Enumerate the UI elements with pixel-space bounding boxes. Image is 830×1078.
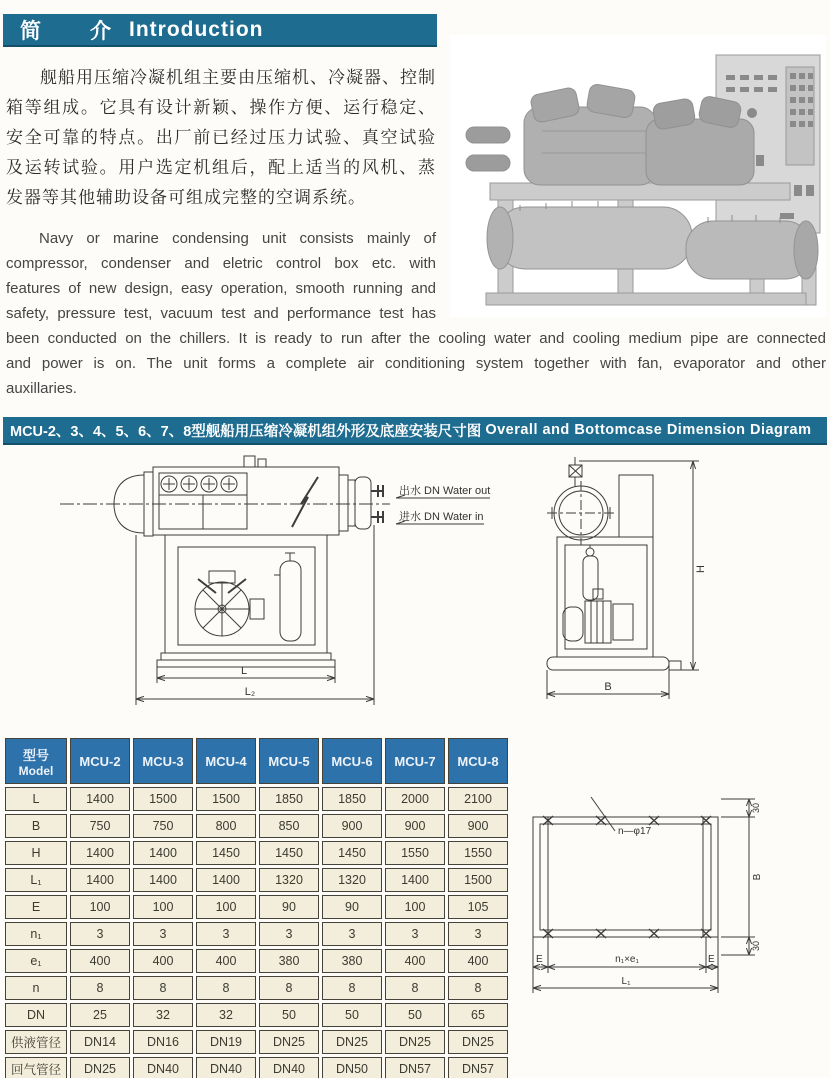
- pressure-gauges: [161, 476, 237, 492]
- dimension-value-cell: 65: [448, 1003, 508, 1027]
- table-row: [5, 868, 508, 892]
- table-row: [5, 1003, 508, 1027]
- dimension-value-cell: 90: [322, 895, 382, 919]
- dimension-value-cell: 380: [322, 949, 382, 973]
- dimension-value-cell: 8: [70, 976, 130, 1000]
- dimension-value-cell: 8: [259, 976, 319, 1000]
- dimension-value-cell: 50: [322, 1003, 382, 1027]
- front-view-drawing: [52, 447, 492, 725]
- dim-label-30-top: 30: [751, 802, 761, 814]
- receiver-cylinder: [274, 553, 301, 641]
- dimension-value-cell: 400: [385, 949, 445, 973]
- dimension-value-cell: 1400: [70, 787, 130, 811]
- table-row: [5, 949, 508, 973]
- water-out-label: 出水 DN Water out: [399, 485, 491, 497]
- dimension-value-cell: 1850: [322, 787, 382, 811]
- unit-photo: [450, 35, 826, 317]
- model-column-header: MCU-3: [133, 738, 193, 784]
- row-label: L₁: [5, 868, 67, 892]
- dimension-value-cell: DN25: [322, 1030, 382, 1054]
- dimension-value-cell: 50: [259, 1003, 319, 1027]
- dimension-value-cell: DN57: [448, 1057, 508, 1078]
- model-header-cell: [5, 738, 67, 784]
- dimension-value-cell: 400: [70, 949, 130, 973]
- dimension-value-cell: 3: [133, 922, 193, 946]
- row-label: e₁: [5, 949, 67, 973]
- dimension-value-cell: DN25: [70, 1057, 130, 1078]
- dimension-value-cell: 50: [385, 1003, 445, 1027]
- model-column-header: MCU-5: [259, 738, 319, 784]
- dimension-value-cell: 1450: [322, 841, 382, 865]
- dimension-value-cell: 850: [259, 814, 319, 838]
- row-label: n: [5, 976, 67, 1000]
- dimension-value-cell: 900: [385, 814, 445, 838]
- dimension-value-cell: 100: [70, 895, 130, 919]
- table-row: [5, 895, 508, 919]
- control-box-outline: [619, 475, 653, 537]
- dimension-value-cell: 2000: [385, 787, 445, 811]
- model-column-header: MCU-4: [196, 738, 256, 784]
- dimension-value-cell: DN25: [259, 1030, 319, 1054]
- row-label: 供液管径: [5, 1030, 67, 1054]
- dimension-value-cell: 8: [133, 976, 193, 1000]
- model-column-header: MCU-2: [70, 738, 130, 784]
- side-view-drawing: [527, 449, 717, 721]
- dimension-section-header: [3, 417, 827, 445]
- compressor-side: [563, 545, 633, 643]
- dim-label-pitch: n₁×e₁: [615, 954, 639, 965]
- dimension-value-cell: 105: [448, 895, 508, 919]
- row-label: 回气管径: [5, 1057, 67, 1078]
- intro-section-header: [3, 14, 437, 47]
- row-label: H: [5, 841, 67, 865]
- model-header-zh: 型号: [22, 747, 49, 763]
- dimension-value-cell: 8: [385, 976, 445, 1000]
- row-label: B: [5, 814, 67, 838]
- dimension-value-cell: 25: [70, 1003, 130, 1027]
- dimension-value-cell: 1450: [196, 841, 256, 865]
- dimension-value-cell: DN57: [385, 1057, 445, 1078]
- dim-label-L: L: [240, 665, 248, 677]
- dimension-table: [2, 735, 511, 1078]
- dim-label-L1: L₁: [621, 976, 631, 987]
- table-header-row: [5, 738, 508, 784]
- dimension-value-cell: 90: [259, 895, 319, 919]
- dimension-value-cell: 2100: [448, 787, 508, 811]
- dimension-value-cell: DN16: [133, 1030, 193, 1054]
- dimension-value-cell: 800: [196, 814, 256, 838]
- intro-paragraph-zh: 舰船用压缩冷凝机组主要由压缩机、冷凝器、控制箱等组成。它具有设计新颖、操作方便、运行稳定、安全可靠的特点。出厂前已经过压力试验、真空试验及运转试验。用户选定机组后，配上适当的风机、蒸发器等其他辅助设备可组成完整的空调系统。: [6, 68, 436, 207]
- intro-body: [4, 63, 826, 401]
- top-valve: [240, 456, 270, 467]
- bottom-section: [0, 729, 830, 1078]
- dimension-value-cell: 100: [196, 895, 256, 919]
- dimension-value-cell: DN25: [385, 1030, 445, 1054]
- table-row: [5, 922, 508, 946]
- dimension-value-cell: 1450: [259, 841, 319, 865]
- dimension-value-cell: DN50: [322, 1057, 382, 1078]
- compressor-front: [195, 571, 264, 636]
- intro-paragraph-en: Navy or marine condensing unit consists mainly of compressor, condenser and eletric control box etc. with features of new design, easy operation, smooth running and safety, pressure test, vacuum test and performance test has been conducted on the chillers. It is ready to run after the cooling water and cooling medium pipe are connected and power is on. The unit forms a complete air conditioning system together with fan, evaporator and other auxillaries.: [6, 230, 826, 397]
- dimension-value-cell: 1400: [196, 868, 256, 892]
- dimension-value-cell: 900: [448, 814, 508, 838]
- model-column-header: MCU-6: [322, 738, 382, 784]
- dimension-value-cell: 750: [133, 814, 193, 838]
- dimension-value-cell: 1400: [70, 868, 130, 892]
- table-body: [5, 787, 508, 1078]
- dim-label-B-plan: B: [752, 873, 763, 881]
- row-label: L: [5, 787, 67, 811]
- dimension-value-cell: 750: [70, 814, 130, 838]
- dimension-value-cell: DN40: [196, 1057, 256, 1078]
- dimension-value-cell: 3: [448, 922, 508, 946]
- model-header-en: Model: [18, 763, 54, 778]
- dimension-value-cell: 1500: [448, 868, 508, 892]
- table-row: [5, 841, 508, 865]
- intro-title-en: Introduction: [129, 17, 264, 41]
- dimension-value-cell: 1550: [448, 841, 508, 865]
- row-label: E: [5, 895, 67, 919]
- dimension-value-cell: 1400: [133, 868, 193, 892]
- dimension-value-cell: 8: [322, 976, 382, 1000]
- table-row: [5, 1030, 508, 1054]
- dimension-value-cell: 1500: [133, 787, 193, 811]
- table-row: [5, 976, 508, 1000]
- dim-label-E-left: E: [536, 954, 543, 965]
- dimension-value-cell: 32: [133, 1003, 193, 1027]
- dimension-value-cell: 380: [259, 949, 319, 973]
- dim-label-H: H: [695, 565, 707, 573]
- intro-title-zh: 简 介: [20, 19, 125, 43]
- condensing-unit-photo-illustration: [450, 35, 826, 317]
- dimension-value-cell: 1400: [70, 841, 130, 865]
- hole-callout-label: n—φ17: [618, 826, 652, 837]
- dimension-value-cell: 8: [448, 976, 508, 1000]
- dimension-value-cell: 100: [133, 895, 193, 919]
- dimension-value-cell: 1550: [385, 841, 445, 865]
- dimension-value-cell: 3: [196, 922, 256, 946]
- dimension-value-cell: 1500: [196, 787, 256, 811]
- dimension-value-cell: 1400: [385, 868, 445, 892]
- dimension-value-cell: 1400: [133, 841, 193, 865]
- dim-label-B: B: [604, 681, 612, 693]
- dimension-value-cell: 3: [259, 922, 319, 946]
- dimension-title-zh: MCU-2、3、4、5、6、7、8型舰船用压缩冷凝机组外形及底座安装尺寸图: [10, 423, 482, 440]
- dimension-value-cell: DN14: [70, 1030, 130, 1054]
- table-row: [5, 1057, 508, 1078]
- table-row: [5, 814, 508, 838]
- dimension-value-cell: 100: [385, 895, 445, 919]
- row-label: n₁: [5, 922, 67, 946]
- dimension-value-cell: 400: [196, 949, 256, 973]
- dim-label-L2: L₂: [244, 686, 256, 698]
- model-column-header: MCU-8: [448, 738, 508, 784]
- dimension-value-cell: 3: [385, 922, 445, 946]
- model-column-header: MCU-7: [385, 738, 445, 784]
- outline-drawings: [0, 445, 830, 729]
- dim-label-E-right: E: [708, 954, 715, 965]
- dimension-value-cell: 900: [322, 814, 382, 838]
- dimension-value-cell: DN19: [196, 1030, 256, 1054]
- dimension-value-cell: 8: [196, 976, 256, 1000]
- dimension-value-cell: 32: [196, 1003, 256, 1027]
- bottomcase-plan-drawing: [503, 785, 825, 1020]
- dimension-value-cell: DN40: [133, 1057, 193, 1078]
- dimension-value-cell: 3: [70, 922, 130, 946]
- dimension-title-en: Overall and Bottomcase Dimension Diagram: [485, 422, 812, 438]
- water-in-label: 进水 DN Water in: [399, 511, 484, 523]
- dimension-value-cell: 1320: [322, 868, 382, 892]
- dimension-value-cell: 400: [133, 949, 193, 973]
- dimension-value-cell: DN25: [448, 1030, 508, 1054]
- dimension-value-cell: DN40: [259, 1057, 319, 1078]
- row-label: DN: [5, 1003, 67, 1027]
- dimension-value-cell: 3: [322, 922, 382, 946]
- dimension-value-cell: 1850: [259, 787, 319, 811]
- dim-label-30-bottom: 30: [751, 940, 761, 952]
- table-row: [5, 787, 508, 811]
- dimension-value-cell: 1320: [259, 868, 319, 892]
- dimension-value-cell: 400: [448, 949, 508, 973]
